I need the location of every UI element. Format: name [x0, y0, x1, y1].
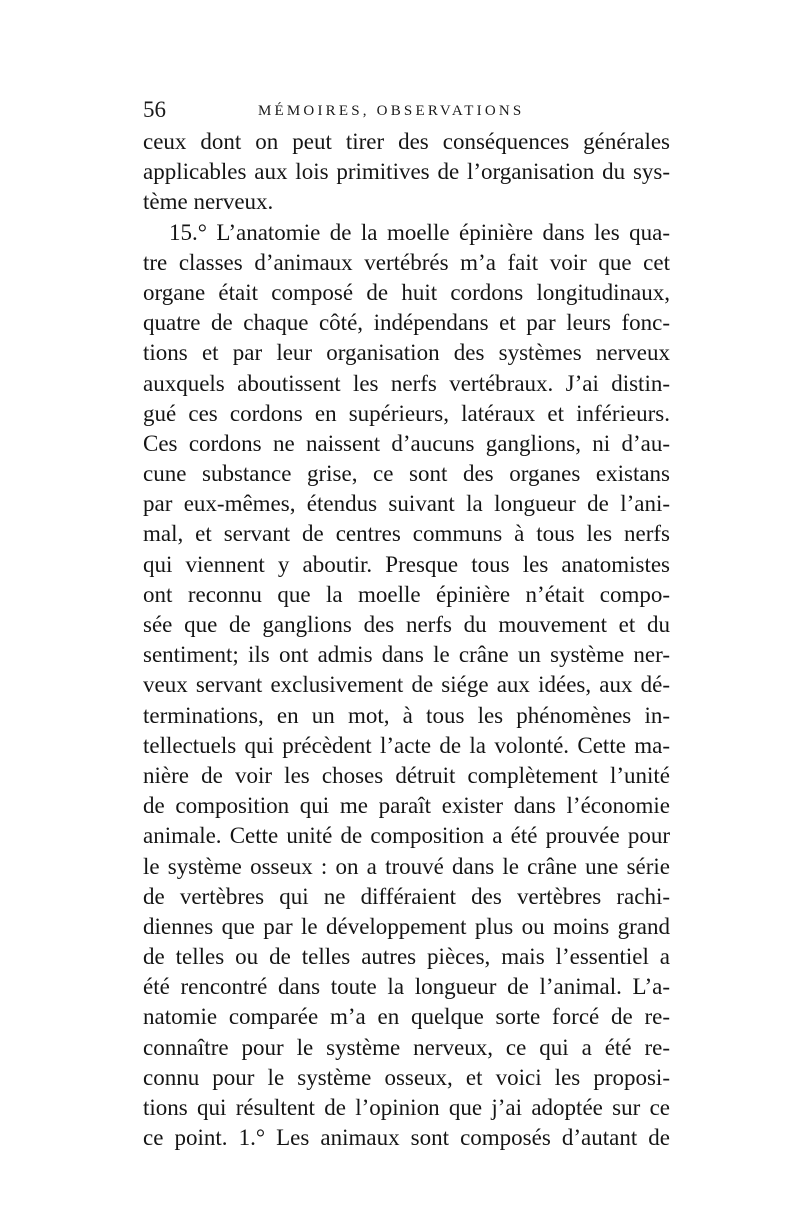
text-line: connaître pour le système nerveux, ce qui a été re-	[143, 1034, 670, 1060]
text-line: tre classes d’animaux vertébrés m’a fait voir que cet	[143, 249, 670, 275]
text-line: tellectuels qui précèdent l’acte de la volonté. Cette ma-	[143, 732, 670, 758]
text-line: auxquels aboutissent les nerfs vertébraux. J’ai distin-	[143, 370, 670, 396]
body-text	[143, 127, 670, 1153]
text-line: tions et par leur organisation des systèmes nerveux	[143, 340, 670, 366]
text-line: tème nerveux.	[143, 189, 274, 215]
text-line: connu pour le système osseux, et voici les proposi-	[143, 1064, 670, 1090]
text-line: organe était composé de huit cordons longitudinaux,	[143, 279, 670, 305]
text-line: sée que de ganglions des nerfs du mouvement et du	[143, 612, 670, 637]
text-line: ont reconnu que la moelle épinière n’était compo-	[143, 581, 670, 607]
text-line: diennes que par le développement plus ou moins grand	[143, 913, 670, 939]
text-line: quatre de chaque côté, indépendans et par leurs fonc-	[143, 310, 670, 336]
text-line: par eux-mêmes, étendus suivant la longueur de l’ani-	[143, 491, 670, 517]
text-line: ce point. 1.° Les animaux sont composés d’autant de	[143, 1125, 670, 1151]
text-line: Ces cordons ne naissent d’aucuns ganglions, ni d’au-	[143, 430, 670, 456]
text-line: nière de voir les choses détruit complètement l’unité	[143, 762, 670, 788]
text-line: applicables aux lois primitives de l’organisation du sys-	[143, 159, 670, 185]
running-head	[143, 93, 670, 127]
text-line: de vertèbres qui ne différaient des vertèbres rachi-	[143, 883, 670, 909]
text-line: tions qui résultent de l’opinion que j’ai adoptée sur ce	[143, 1095, 670, 1120]
text-line: veux servant exclusivement de siége aux idées, aux dé-	[143, 672, 670, 698]
text-line: le système osseux : on a trouvé dans le crâne une série	[143, 853, 670, 879]
text-line: de composition qui me paraît exister dans l’économie	[143, 793, 670, 819]
text-line: sentiment; ils ont admis dans le crâne un système ner-	[143, 642, 670, 668]
page-number: 56	[143, 97, 166, 122]
text-line: gué ces cordons en supérieurs, latéraux et inférieurs.	[143, 400, 670, 426]
paragraph-start-line: 15.° L’anatomie de la moelle épinière dans les qua-	[169, 219, 670, 245]
text-line: qui viennent y aboutir. Presque tous les anatomistes	[143, 551, 670, 577]
text-line: natomie comparée m’a en quelque sorte forcé de re-	[143, 1004, 670, 1030]
text-line: animale. Cette unité de composition a été prouvée pour	[143, 823, 670, 849]
text-line: mal, et servant de centres communs à tous les nerfs	[143, 521, 670, 547]
text-line: de telles ou de telles autres pièces, mais l’essentiel a	[143, 944, 670, 970]
text-line: terminations, en un mot, à tous les phénomènes in-	[143, 702, 670, 728]
text-line: cune substance grise, ce sont des organes existans	[143, 461, 670, 487]
running-title: MÉMOIRES, OBSERVATIONS	[258, 103, 525, 119]
text-line: été rencontré dans toute la longueur de l’animal. L’a-	[143, 974, 670, 1000]
text-line: ceux dont on peut tirer des conséquences générales	[143, 129, 670, 154]
